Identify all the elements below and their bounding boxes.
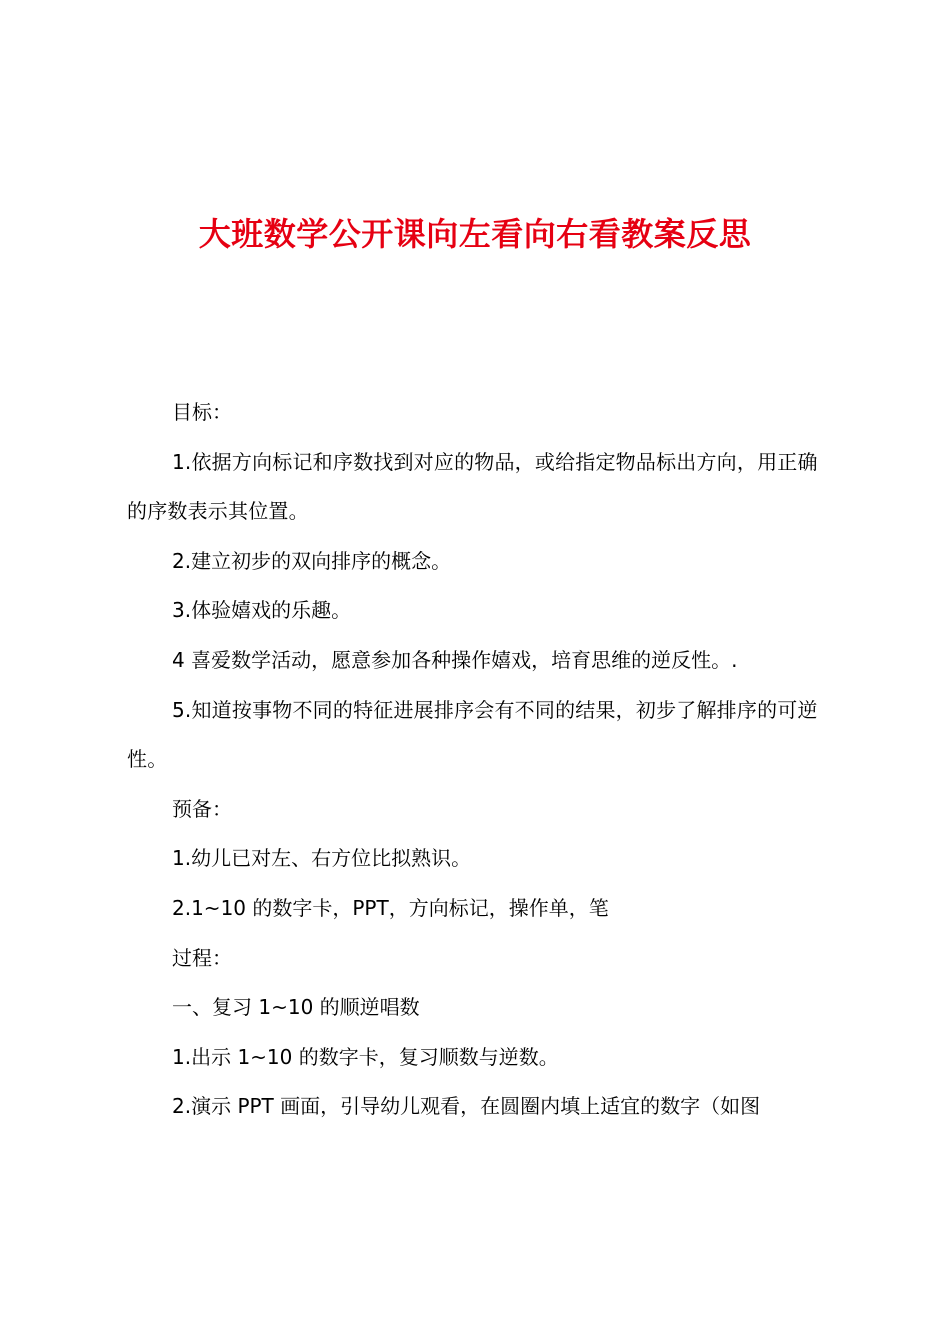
paragraph-goals-heading: 目标： [172,400,232,424]
paragraph-goal-5: 5.知道按事物不同的特征进展排序会有不同的结果，初步了解排序的可逆性。 [127,697,818,772]
paragraph-goal-1: 1.依据方向标记和序数找到对应的物品，或给指定物品标出方向，用正确的序数表示其位置。 [127,449,818,524]
paragraph-process-section-1: 一、复习 1~10 的顺逆唱数 [172,995,420,1020]
paragraph-preparation-heading: 预备： [172,796,232,821]
paragraph-goal-2: 2.建立初步的双向排序的概念。 [172,548,452,573]
paragraph-goal-3: 3.体验嬉戏的乐趣。 [172,598,352,623]
paragraph-process-step-2: 2.演示 PPT 画面，引导幼儿观看，在圆圈内填上适宜的数字（如图 [172,1094,761,1119]
paragraph-goal-4: 4 喜爱数学活动，愿意参加各种操作嬉戏，培育思维的逆反性。. [172,647,738,672]
paragraph-process-step-1: 1.出示 1~10 的数字卡，复习顺数与逆数。 [172,1044,559,1069]
paragraph-process-heading: 过程： [172,945,232,970]
document-body [127,388,833,1132]
paragraph-preparation-2: 2.1~10 的数字卡，PPT，方向标记，操作单，笔 [172,895,609,920]
document-title: 大班数学公开课向左看向右看教案反思 [198,215,752,253]
paragraph-preparation-1: 1.幼儿已对左、右方位比拟熟识。 [172,846,472,871]
